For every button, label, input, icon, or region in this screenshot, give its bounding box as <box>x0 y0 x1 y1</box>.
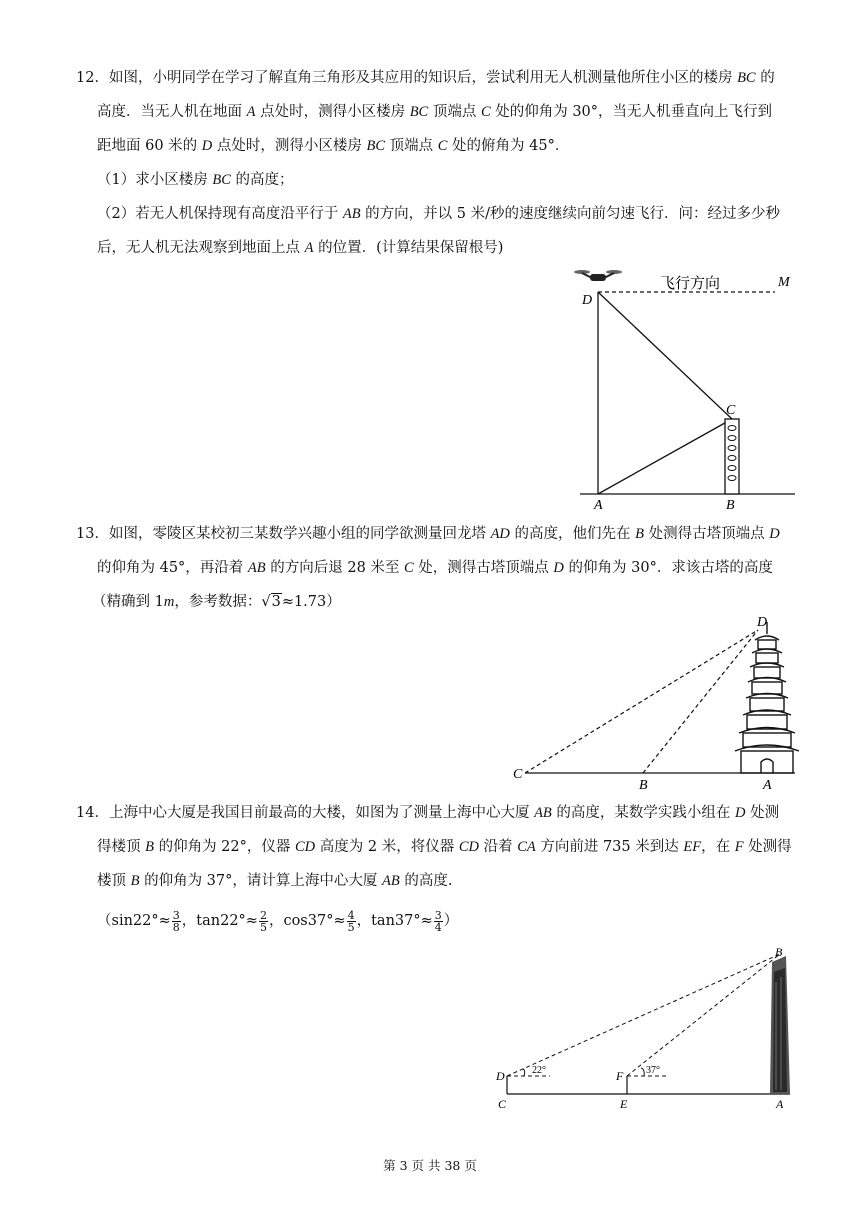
q12-line-2: 高度．当无人机在地面 A 点处时，测得小区楼房 BC 顶端点 C 处的仰角为 30°，当无人机垂直向上飞行到 <box>97 104 773 120</box>
flight-direction-label: 飞行方向 <box>660 276 721 292</box>
label-a: A <box>776 1097 784 1111</box>
q12-part-1: （1）求小区楼房 BC 的高度； <box>97 172 294 188</box>
label-c: C <box>498 1097 507 1111</box>
angle-37: 37° <box>646 1065 660 1076</box>
q14-line-1: 14．上海中心大厦是我国目前最高的大楼，如图为了测量上海中心大厦 AB 的高度，某数学实践小组在 D 处测 <box>76 805 780 821</box>
q12-line-1: 12．如图，小明同学在学习了解直角三角形及其应用的知识后，尝试利用无人机测量他所住小区的楼房 BC 的 <box>76 70 775 86</box>
label-e: E <box>620 1097 628 1111</box>
label-c: C <box>513 767 523 782</box>
q13-line-1: 13．如图，零陵区某校初三某数学兴趣小组的同学欲测量回龙塔 AD 的高度，他们先在 B 处测得古塔顶端点 D <box>76 526 780 542</box>
fraction-4-5: $\frac{4}{5}$ <box>347 908 355 934</box>
label-d: D <box>582 293 593 308</box>
building-bc <box>725 419 739 494</box>
label-m: M <box>778 275 790 290</box>
label-c: C <box>726 403 736 418</box>
label-a: A <box>763 778 772 793</box>
label-d: D <box>757 615 768 630</box>
q13-line-3: （精确到 1m，参考数据：√3≈1.73） <box>92 594 341 610</box>
q12-line-3: 距地面 60 米的 D 点处时，测得小区楼房 BC 顶端点 C 处的俯角为 45°． <box>97 138 570 154</box>
pagoda <box>735 622 799 773</box>
q14-line-3: 楼顶 B 的仰角为 37°，请计算上海中心大厦 AB 的高度. <box>97 873 453 889</box>
q12-part-2: （2）若无人机保持现有高度沿平行于 AB 的方向，并以 5 米/秒的速度继续向前匀速飞行．问：经过多少秒 <box>97 206 780 222</box>
label-b: B <box>726 498 735 513</box>
label-f: F <box>616 1069 624 1083</box>
label-d: D <box>496 1069 505 1083</box>
q13-line-2: 的仰角为 45°，再沿着 AB 的方向后退 28 米至 C 处，测得古塔顶端点 D 的仰角为 30°．求该古塔的高度 <box>97 560 773 576</box>
fraction-2-5: $\frac{2}{5}$ <box>259 908 267 934</box>
label-b: B <box>639 778 648 793</box>
q14-line-2: 得楼顶 B 的仰角为 22°，仪器 CD 高度为 2 米，将仪器 CD 沿着 CA 方向前进 735 米到达 EF，在 F 处测得 <box>97 839 792 855</box>
q12-figure <box>560 262 810 512</box>
label-b: B <box>775 945 783 959</box>
fraction-3-8: $\frac{3}{8}$ <box>172 908 180 934</box>
q12-part-2-cont: 后，无人机无法观察到地面上点 A 的位置．(计算结果保留根号) <box>97 240 504 256</box>
sqrt-3: √3 <box>261 594 281 610</box>
page-footer: 第 3 页 共 38 页 <box>383 1158 477 1173</box>
q13-figure <box>505 612 815 793</box>
fraction-3-4: $\frac{3}{4}$ <box>434 908 442 934</box>
q14-figure <box>490 942 810 1112</box>
shanghai-tower <box>770 956 790 1094</box>
drone-icon <box>574 270 622 281</box>
label-a: A <box>594 498 603 513</box>
angle-22: 22° <box>532 1065 546 1076</box>
q14-reference-values: （sin22°≈ $\frac{3}{8}$ ，tan22°≈ $\frac{2}{5}$ ，cos37°≈ $\frac{4}{5}$ ，tan37°≈ $\frac{3}{4}$ ） <box>97 908 459 934</box>
